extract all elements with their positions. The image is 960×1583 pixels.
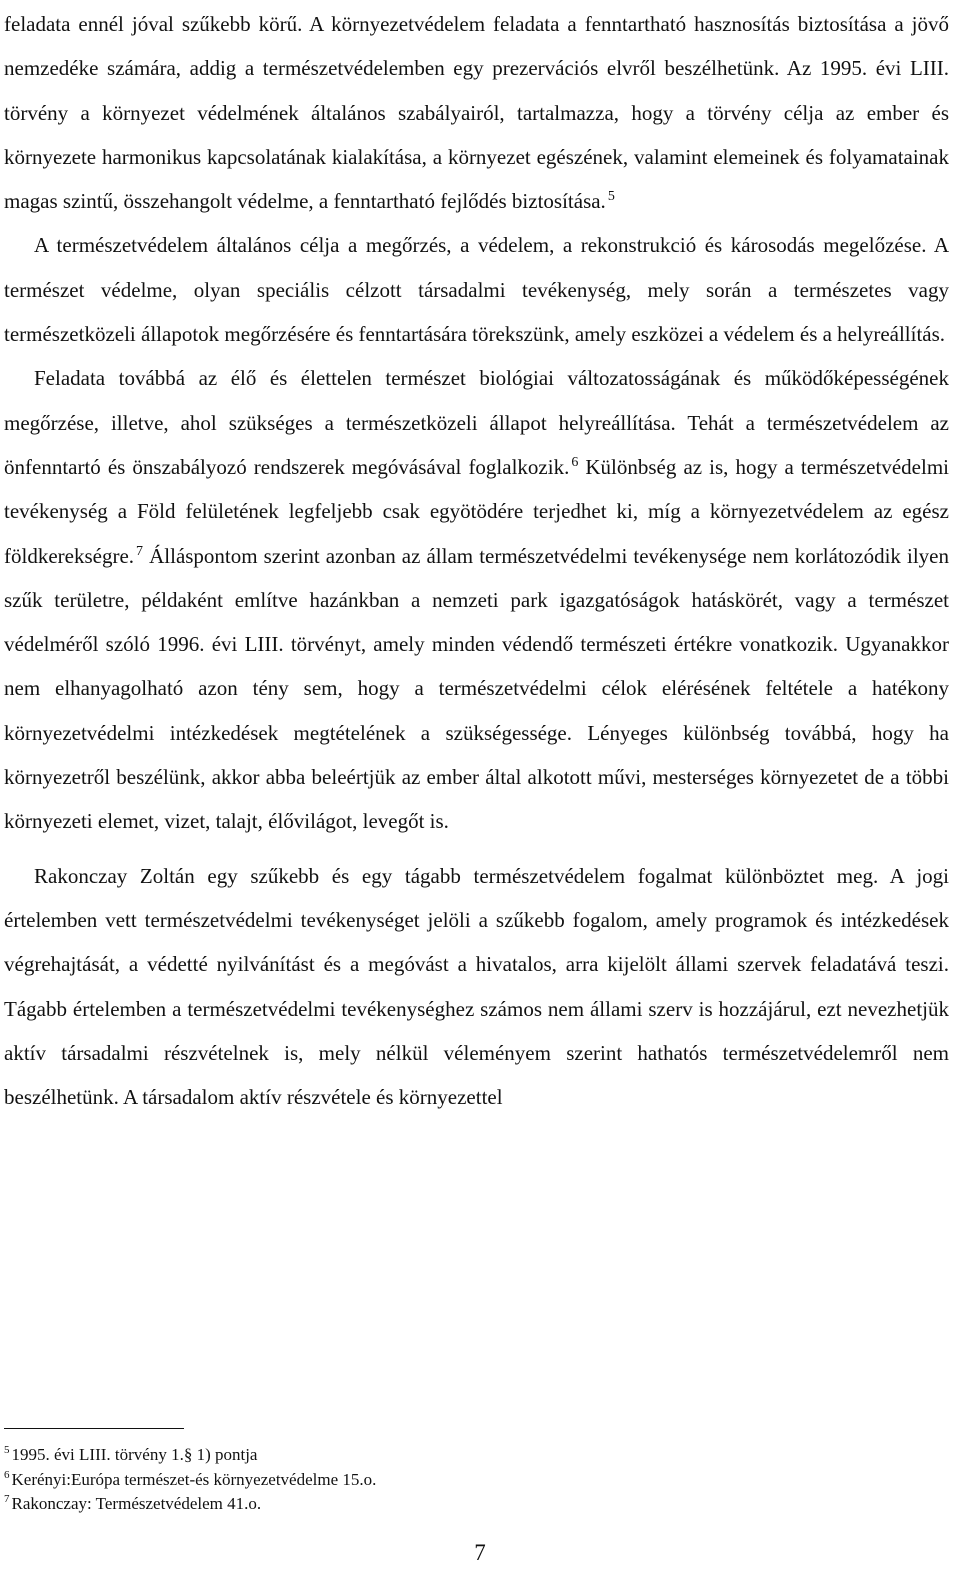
footnote-ref-5[interactable]: 5 [607,189,615,205]
footnotes [4,1443,376,1517]
page-number: 7 [474,1540,486,1565]
paragraph-2-text: A természetvédelem általános célja a megőrzés, a védelem, a rekonstrukció és károsodás megelőzése. A természet védelme, olyan speciális célzott társadalmi tevékenység, mely során a természetes vagy természetközeli állapotok megőrzésére és fenntartására törekszünk, amely eszközei a védelem és a helyreállítás. [4,233,949,347]
paragraph-3-text-a: Feladata továbbá az élő és élettelen természet biológiai változatosságának és működőképességének megőrzése, illetve, ahol szükséges a természetközeli állapot helyreállítása. Tehát a természetvédelem az önfenntartó és önszabályozó rendszerek megóvásával foglalkozik. [4,366,949,479]
footnote-text: 1995. évi LIII. törvény 1.§ 1) pontja [11,1445,258,1464]
paragraph-3-text-b: Különbség az is, hogy a természetvédelmi tevékenység a Föld felületének legfeljebb csak egyötödére terjedhet ki, míg a környezetvédelem az egész földkerekségre. [4,454,949,568]
footnote-divider [4,1428,184,1429]
footnote-text: Rakonczay: Természetvédelem 41.o. [11,1494,262,1513]
paragraph-4-text: Rakonczay Zoltán egy szűkebb és egy tágabb természetvédelem fogalmat különböztet meg. A jogi értelemben vett természetvédelmi tevékenységet jelöli a szűkebb fogalom, amely programok és intézkedések végrehajtását, a védetté nyilvánítást és a megóvást a hivatalos, arra kijelölt állami szervek feladatává teszi. Tágabb értelemben a természetvédelmi tevékenységhez számos nem állami szerv is hozzájárul, ezt nevezhetjük aktív társadalmi részvételnek is, mely nélkül véleményem szerint hathatós természetvédelemről nem beszélhetünk. A társadalom aktív részvétele és környezettel [4,863,949,1110]
paragraph-1-text: feladata ennél jóval szűkebb körű. A környezetvédelem feladata a fenntartható hasznosítás biztosítása a jövő nemzedéke számára, addig a természetvédelemben egy prezervációs elvről beszélhetünk. Az 1995. évi LIII. törvény a környezet védelmének általános szabályairól, tartalmazza, hogy a törvény célja az ember és környezete harmonikus kapcsolatának kialakítása, a környezet egészének, valamint elemeinek és folyamatainak magas szintű, összehangolt védelme, a fenntartható fejlődés biztosítása. [4,12,949,214]
footnote-5 [4,1443,376,1468]
paragraph-4 [4,854,949,1120]
footnote-number: 6 [4,1468,10,1481]
paragraph-3-text-c: Álláspontom szerint azonban az állam természetvédelmi tevékenysége nem korlátozódik ilyen szűk területre, példaként említve hazánkban a nemzeti park igazgatóságok hatáskörét, vagy a természet védelméről szóló 1996. évi LIII. törvényt, amely minden védendő természeti értékre vonatkozik. Ugyanakkor nem elhanyagolható azon tény sem, hogy a természetvédelmi célok elérésének feltétele a hatékony környezetvédelmi intézkedések megtételének a szükségessége. Lényeges különbség továbbá, hogy ha környezetről beszélünk, akkor abba beleértjük az ember által alkotott művi, mesterséges környezetet de a többi környezeti elemet, vizet, talajt, élővilágot, levegőt is. [4,543,949,834]
footnote-number: 7 [4,1493,10,1505]
paragraph-3 [4,356,949,843]
paragraph-2 [4,223,949,356]
footnote-6 [4,1468,376,1493]
paragraph-1 [4,2,949,223]
footnote-ref-7[interactable]: 7 [136,543,144,559]
footnote-ref-6[interactable]: 6 [571,454,579,470]
footnote-number: 5 [4,1444,10,1456]
footnote-text: Kerényi:Európa természet-és környezetvédelme 15.o. [11,1469,377,1489]
footnote-7 [4,1492,376,1517]
